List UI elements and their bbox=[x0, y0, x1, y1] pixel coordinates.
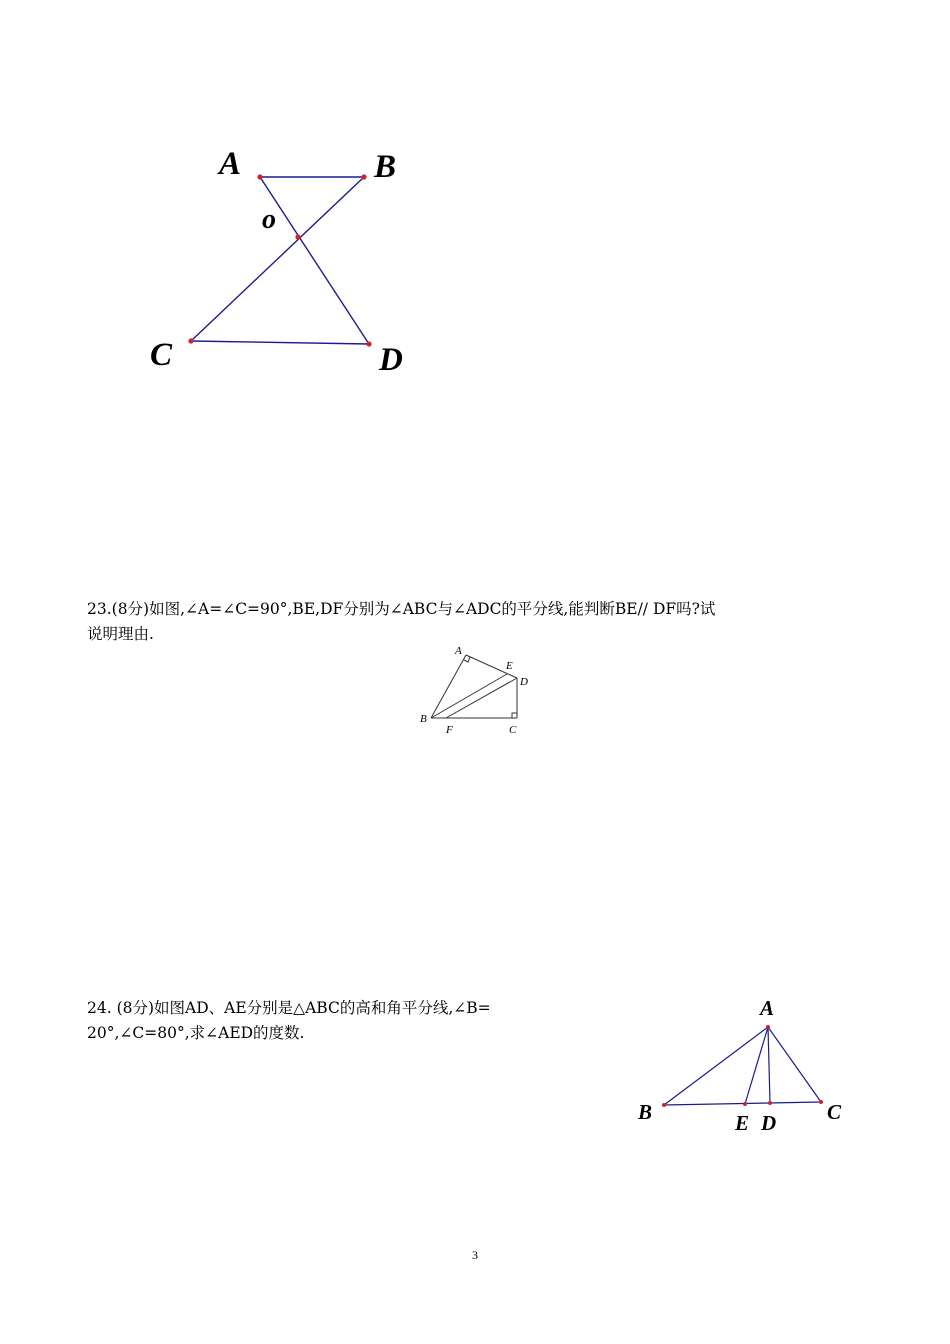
label-d: D bbox=[379, 342, 403, 378]
point-c bbox=[819, 1100, 823, 1104]
figure-quadrilateral-abcd bbox=[410, 640, 540, 740]
label-c: C bbox=[150, 337, 173, 373]
right-angle-mark-c bbox=[512, 713, 517, 718]
label-d: D bbox=[761, 1111, 777, 1135]
label-b: B bbox=[374, 149, 397, 185]
segment-ab bbox=[664, 1027, 768, 1105]
point-a bbox=[766, 1025, 770, 1029]
point-b bbox=[361, 174, 366, 179]
label-c: C bbox=[827, 1100, 842, 1124]
label-c: C bbox=[509, 724, 517, 736]
page-number: 3 bbox=[472, 1248, 478, 1262]
point-d bbox=[768, 1101, 772, 1105]
point-d bbox=[366, 341, 371, 346]
label-a: A bbox=[455, 645, 462, 657]
segment-be bbox=[431, 674, 507, 718]
question-23-line-1: 23.(8分)如图,∠A=∠C=90°,BE,DF分别为∠ABC与∠ADC的平分线,能判断BE// DF吗?试 bbox=[87, 600, 716, 618]
question-24-line-2: 20°,∠C=80°,求∠AED的度数. bbox=[87, 1024, 305, 1042]
question-24 bbox=[87, 996, 491, 1046]
figure-triangles-aobcod bbox=[140, 135, 430, 385]
segment-fd bbox=[446, 678, 517, 718]
segment-ac bbox=[768, 1027, 821, 1102]
label-b: B bbox=[638, 1100, 653, 1124]
point-a bbox=[257, 174, 262, 179]
segment-ba bbox=[431, 655, 466, 718]
point-e bbox=[743, 1102, 747, 1106]
point-c bbox=[188, 338, 193, 343]
label-a: A bbox=[219, 146, 242, 182]
label-e: E bbox=[506, 660, 513, 672]
segment-cd bbox=[191, 341, 369, 344]
label-d: D bbox=[520, 676, 528, 688]
segment-bc bbox=[191, 177, 364, 341]
point-b bbox=[662, 1103, 666, 1107]
label-a: A bbox=[760, 996, 775, 1020]
label-f: F bbox=[446, 724, 453, 736]
segment-ad bbox=[768, 1027, 770, 1103]
question-23-line-2: 说明理由. bbox=[87, 625, 154, 643]
question-24-line-1: 24. (8分)如图AD、AE分别是△ABC的高和角平分线,∠B= bbox=[87, 999, 491, 1017]
question-23 bbox=[87, 597, 715, 647]
segment-ae bbox=[745, 1027, 768, 1104]
figure-triangle-abc bbox=[630, 990, 850, 1140]
label-o: o bbox=[262, 204, 276, 235]
segment-bc bbox=[664, 1102, 821, 1105]
label-e: E bbox=[735, 1111, 750, 1135]
label-b: B bbox=[420, 713, 427, 725]
point-o bbox=[295, 234, 300, 239]
